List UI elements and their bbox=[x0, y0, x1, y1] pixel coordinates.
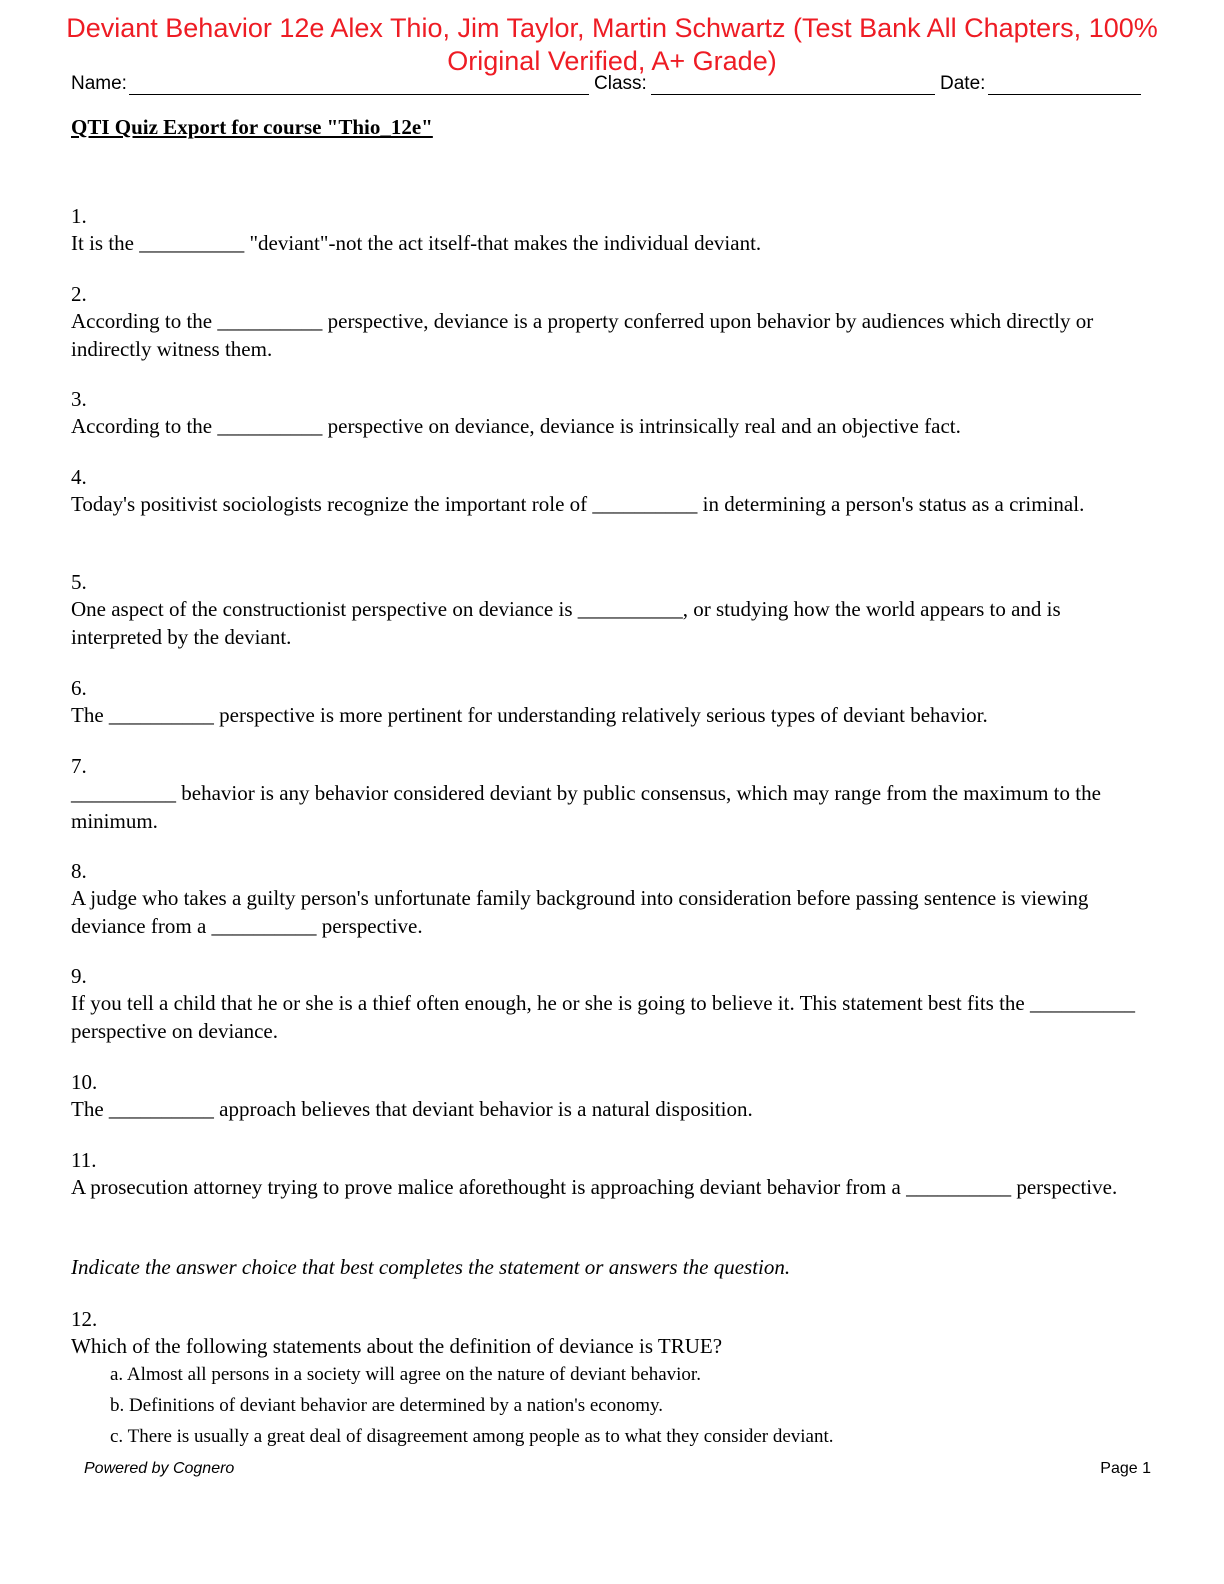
question-text: The __________ perspective is more pertinent for understanding relatively serious types of deviant behavior. bbox=[71, 703, 988, 727]
question-number: 11. bbox=[71, 1148, 97, 1172]
question-text: A prosecution attorney trying to prove malice aforethought is approaching deviant behavior from a __________ perspective. bbox=[71, 1175, 1118, 1199]
section-instructions: Indicate the answer choice that best completes the statement or answers the question. bbox=[71, 1255, 791, 1279]
question-text: According to the __________ perspective on deviance, deviance is intrinsically real and an objective fact. bbox=[71, 414, 961, 438]
question-text: Which of the following statements about the definition of deviance is TRUE? bbox=[71, 1334, 723, 1358]
answer-choice-c: c. There is usually a great deal of disagreement among people as to what they consider deviant. bbox=[110, 1426, 834, 1447]
question-text: __________ behavior is any behavior considered deviant by public consensus, which may range from the maximum to the minimum. bbox=[71, 781, 1101, 833]
question-number: 6. bbox=[71, 676, 87, 700]
question-number: 3. bbox=[71, 387, 87, 411]
name-label: Name: bbox=[71, 73, 127, 94]
question-number: 8. bbox=[71, 859, 87, 883]
question-text: One aspect of the constructionist perspective on deviance is __________, or studying how the world appears to and is interpreted by the deviant. bbox=[71, 597, 1061, 649]
question-text: If you tell a child that he or she is a thief often enough, he or she is going to believe it. This statement best fits the __________ perspective on deviance. bbox=[71, 991, 1135, 1043]
class-field-line bbox=[651, 94, 935, 95]
document-banner-title: Deviant Behavior 12e Alex Thio, Jim Taylor, Martin Schwartz (Test Bank All Chapters, 100% Original Verified, A+ Grade) bbox=[66, 13, 1158, 76]
question-text: It is the __________ "deviant"-not the act itself-that makes the individual deviant. bbox=[71, 231, 762, 255]
question-number: 7. bbox=[71, 754, 87, 778]
question-text: The __________ approach believes that deviant behavior is a natural disposition. bbox=[71, 1097, 753, 1121]
question-number: 2. bbox=[71, 282, 87, 306]
page-number: Page 1 bbox=[1100, 1460, 1151, 1477]
question-number: 5. bbox=[71, 570, 87, 594]
class-label: Class: bbox=[594, 73, 647, 94]
question-number: 9. bbox=[71, 964, 87, 988]
question-number: 12. bbox=[71, 1307, 98, 1331]
question-number: 4. bbox=[71, 465, 87, 489]
date-label: Date: bbox=[940, 73, 986, 94]
question-text: According to the __________ perspective, deviance is a property conferred upon behavior by audiences which directly or indirectly witness them. bbox=[71, 309, 1094, 361]
question-text: Today's positivist sociologists recognize the important role of __________ in determining a person's status as a criminal. bbox=[71, 492, 1085, 516]
question-text: A judge who takes a guilty person's unfortunate family background into consideration before passing sentence is viewing deviance from a __________ perspective. bbox=[71, 886, 1089, 938]
date-field-line bbox=[988, 94, 1141, 95]
question-number: 10. bbox=[71, 1070, 98, 1094]
powered-by-footer: Powered by Cognero bbox=[84, 1460, 235, 1477]
export-title: QTI Quiz Export for course "Thio_12e" bbox=[71, 115, 433, 139]
student-info-row bbox=[71, 72, 1141, 98]
answer-choice-a: a. Almost all persons in a society will agree on the nature of deviant behavior. bbox=[110, 1364, 701, 1385]
question-number: 1. bbox=[71, 204, 87, 228]
name-field-line bbox=[129, 94, 589, 95]
answer-choice-b: b. Definitions of deviant behavior are determined by a nation's economy. bbox=[110, 1395, 664, 1416]
